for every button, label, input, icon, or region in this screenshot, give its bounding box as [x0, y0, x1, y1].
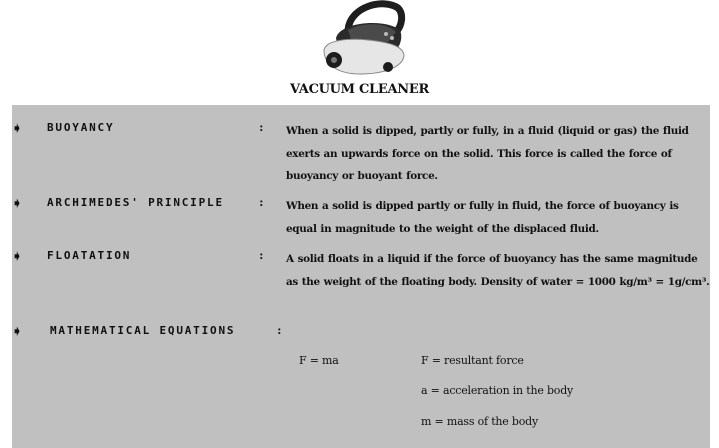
content-panel	[12, 105, 710, 448]
double-arrow-icon: ➧	[12, 249, 23, 263]
equation-definition: m = mass of the body	[421, 415, 539, 428]
section-description: When a solid is dipped, partly or fully, in a fluid (liquid or gas) the fluid exerts an upwards force on the solid. This force is called the force of buoyancy or buoyant force.	[286, 125, 689, 182]
double-arrow-icon: ➧	[12, 196, 23, 210]
equation-definition: F = resultant force	[421, 354, 524, 367]
section-separator: :	[258, 196, 265, 209]
header	[0, 0, 719, 104]
section-description: A solid floats in a liquid if the force of buoyancy has the same magnitude as the weight of the floating body. Density of water = 1000 kg/m³ = 1g/cm³.	[286, 253, 710, 288]
equation-definition: a = acceleration in the body	[421, 384, 574, 397]
section-term: BUOYANCY	[47, 121, 115, 134]
section-term: MATHEMATICAL EQUATIONS	[50, 324, 236, 337]
double-arrow-icon: ➧	[12, 324, 23, 338]
section-separator: :	[258, 249, 265, 262]
section-separator: :	[258, 121, 265, 134]
section-separator: :	[276, 324, 283, 337]
vacuum-cleaner-image	[318, 0, 408, 78]
section-description: When a solid is dipped partly or fully in fluid, the force of buoyancy is equal in magnitude to the weight of the displaced fluid.	[286, 200, 679, 235]
double-arrow-icon: ➧	[12, 121, 23, 135]
equation-formula: F = ma	[299, 354, 339, 367]
page-title: VACUUM CLEANER	[290, 82, 429, 97]
section-term: FLOATATION	[47, 249, 132, 262]
section-term: ARCHIMEDES' PRINCIPLE	[47, 196, 224, 209]
